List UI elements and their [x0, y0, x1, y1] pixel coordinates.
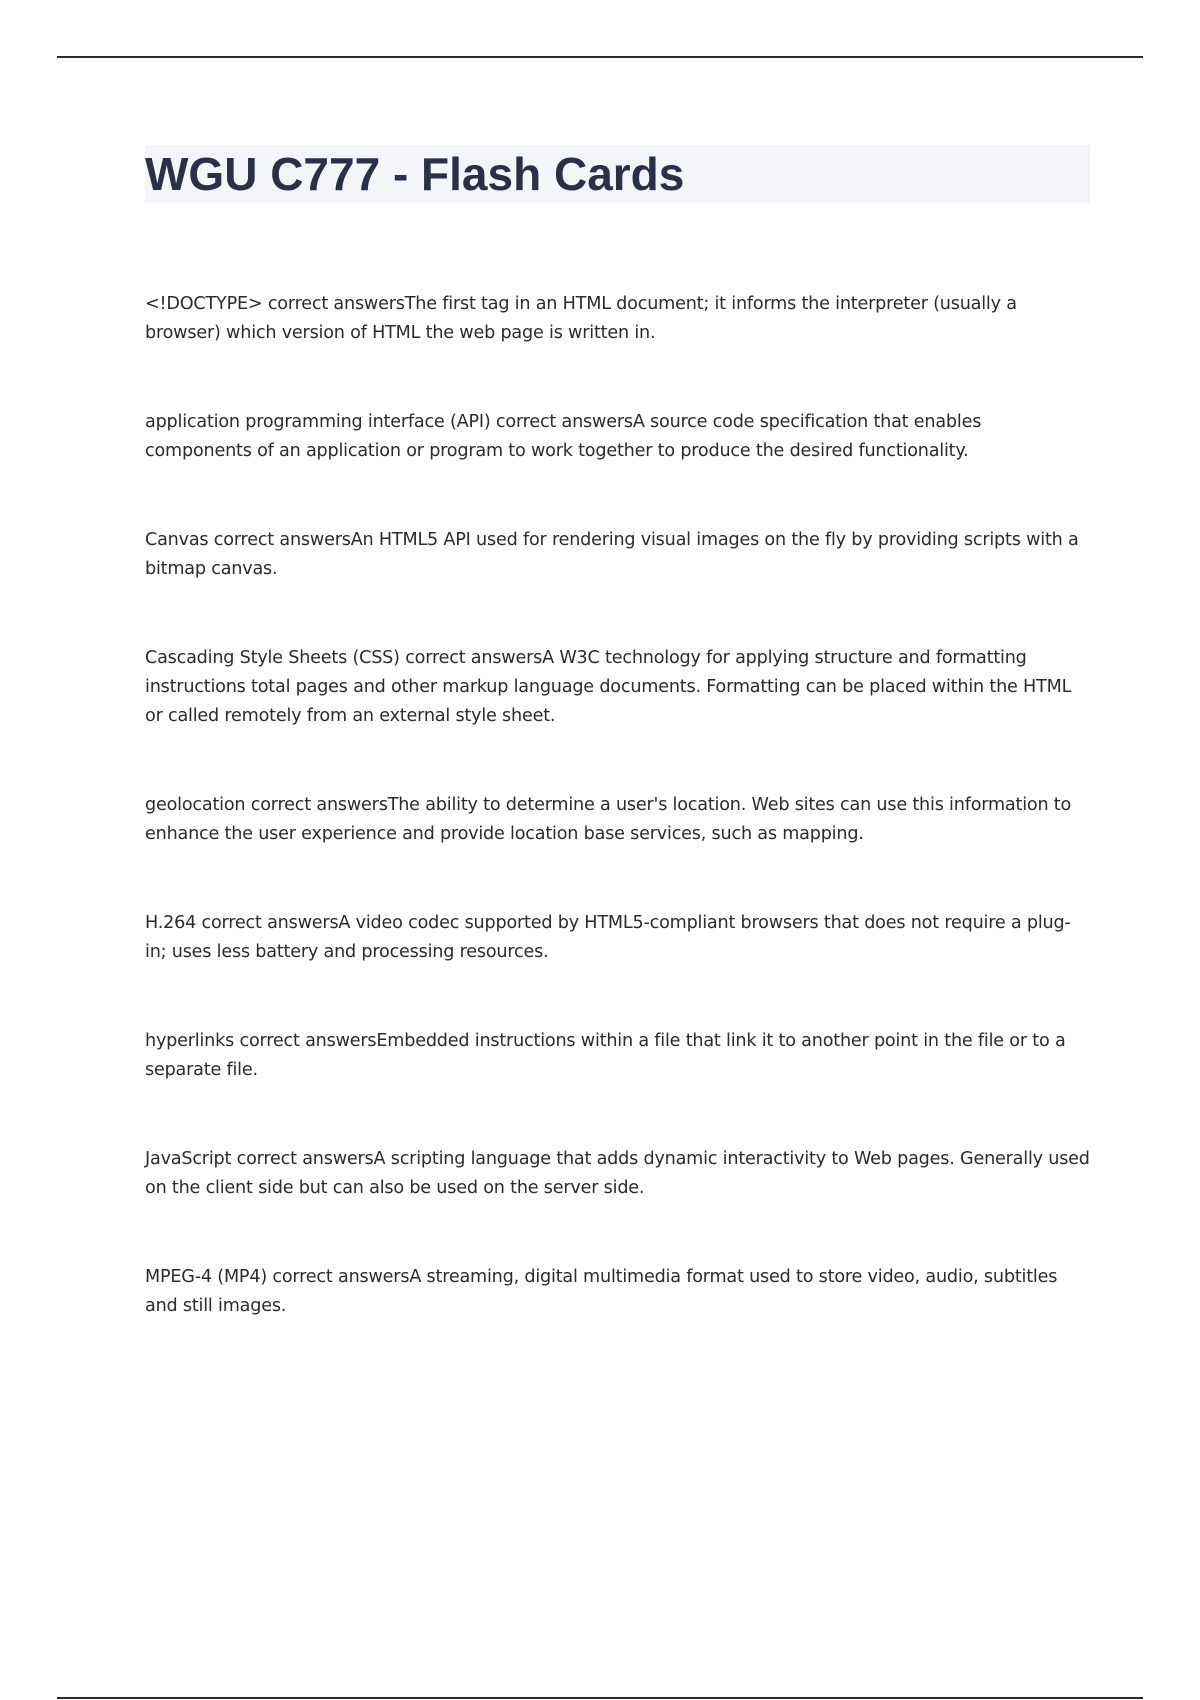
card-definition: A scripting language that adds dynamic interactivity to Web pages. Generally used on the client side but can also be used on the server side. [145, 1149, 1090, 1198]
flash-card [145, 408, 1090, 466]
flash-card [145, 644, 1090, 731]
card-definition: A video codec supported by HTML5-compliant browsers that does not require a plug-in; uses less battery and processing resources. [145, 913, 1071, 962]
card-separator: correct answers [267, 1267, 410, 1287]
card-definition: Embedded instructions within a file that link it to another point in the file or to a separate file. [145, 1031, 1066, 1080]
flash-card [145, 290, 1090, 348]
card-term: JavaScript [145, 1149, 232, 1169]
card-separator: correct answers [231, 1149, 374, 1169]
flash-card-list [145, 290, 1090, 1381]
card-term: <!DOCTYPE> [145, 294, 263, 314]
card-definition: The ability to determine a user's location. Web sites can use this information to enhance the user experience and provide location base services, such as mapping. [145, 795, 1072, 844]
flash-card [145, 909, 1090, 967]
card-separator: correct answers [490, 412, 633, 432]
flash-card [145, 1027, 1090, 1085]
card-term: H.264 [145, 913, 197, 933]
card-separator: correct answers [262, 294, 405, 314]
card-separator: correct answers [399, 648, 543, 668]
card-definition: A source code specification that enables components of an application or program to work together to produce the desired functionality. [145, 412, 982, 461]
card-term: geolocation [145, 795, 246, 815]
card-definition: An HTML5 API used for rendering visual images on the fly by providing scripts with a bitmap canvas. [145, 530, 1079, 579]
card-separator: correct answers [234, 1031, 377, 1051]
page-bottom-rule [57, 1697, 1143, 1699]
flash-card [145, 1263, 1090, 1321]
page-title: WGU C777 - Flash Cards [145, 148, 685, 200]
page-top-rule [57, 56, 1143, 58]
card-term: MPEG-4 (MP4) [145, 1267, 267, 1287]
card-separator: correct answers [245, 795, 388, 815]
card-separator: correct answers [208, 530, 351, 550]
card-term: Canvas [145, 530, 209, 550]
card-term: application programming interface (API) [145, 412, 491, 432]
card-definition: A W3C technology for applying structure and formatting instructions total pages and other markup language documents. Formatting can be placed within the HTML or called remotely from an external style sheet. [145, 648, 1072, 726]
flash-card [145, 526, 1090, 584]
card-definition: The first tag in an HTML document; it informs the interpreter (usually a browser) which version of HTML the web page is written in. [145, 294, 1017, 343]
flash-card [145, 791, 1090, 849]
card-term: Cascading Style Sheets (CSS) [145, 648, 400, 668]
flash-card [145, 1145, 1090, 1203]
card-definition: A streaming, digital multimedia format used to store video, audio, subtitles and still images. [145, 1267, 1058, 1316]
card-term: hyperlinks [145, 1031, 235, 1051]
card-separator: correct answers [196, 913, 339, 933]
